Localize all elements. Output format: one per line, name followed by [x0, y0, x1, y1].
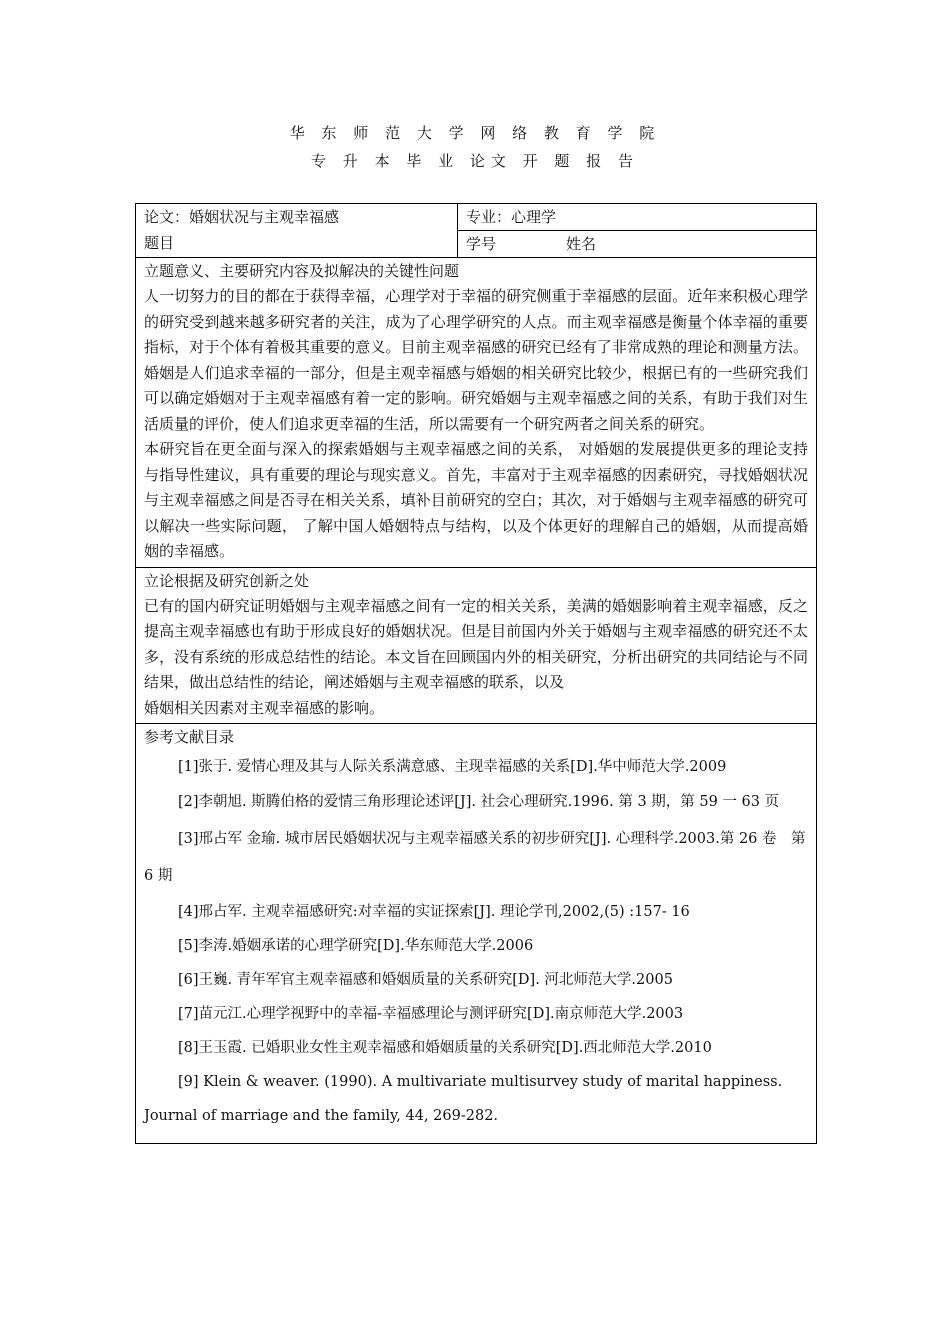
reference-item: [9] Klein & weaver. (1990). A multivariate multisurvey study of marital happiness. Journal of marriage and the family, 44, 269-282. [144, 1074, 783, 1124]
major-value: 心理学 [511, 208, 557, 226]
institution-title: 华 东 师 范 大 学 网 络 教 育 学 院 [289, 124, 661, 142]
student-id-label: 学号 [466, 235, 497, 253]
section-basis [136, 567, 817, 724]
reference-item: [7]苗元江.心理学视野中的幸福-幸福感理论与测评研究[D].南京师范大学.2003 [178, 1006, 684, 1022]
thesis-title-label-2: 题目 [144, 234, 175, 252]
major-cell [458, 204, 817, 231]
report-title: 专 升 本 毕 业 论文 开 题 报 告 [311, 152, 639, 170]
student-id-cell [458, 231, 817, 258]
major-label: 专业： [466, 208, 512, 226]
paragraph: 本研究旨在更全面与深入的探索婚姻与主观幸福感之间的关系， 对婚姻的发展提供更多的理论支持与指导性建议，具有重要的理论与现实意义。首先，丰富对于主观幸福感的因素研究，寻找婚姻状况与主观幸福感之间是否寻在相关关系，填补目前研究的空白；其次，对于婚姻与主观幸福感的研究可以解决一些实际问题， 了解中国人婚姻特点与结构，以及个体更好的理解自己的婚姻，从而提高婚姻的幸福感。 [144, 440, 808, 560]
reference-item: [2]李朝旭. 斯腾伯格的爱情三角形理论述评[J]. 社会心理研究.1996. 第 3 期，第 59 一 63 页 [178, 794, 780, 810]
reference-item: [1]张于. 爱情心理及其与人际关系满意感、主现幸福感的关系[D].华中师范大学.2009 [178, 759, 727, 775]
thesis-title: 婚姻状况与主观幸福感 [189, 208, 340, 226]
proposal-form-table [135, 203, 817, 1144]
section-heading: 参考文献目录 [144, 728, 235, 746]
reference-item: [4]邢占军. 主观幸福感研究:对幸福的实证探索[J]. 理论学刊,2002,(5) :157- 16 [178, 904, 690, 920]
paragraph: 已有的国内研究证明婚姻与主观幸福感之间有一定的相关关系，美满的婚姻影响着主观幸福感，反之提高主观幸福感也有助于形成良好的婚姻状况。但是目前国内外关于婚姻与主观幸福感的研究还不太多，没有系统的形成总结性的结论。本文旨在回顾国内外的相关研究，分析出研究的共同结论与不同结果，做出总结性的结论，阐述婚姻与主观幸福感的联系，以及 [144, 596, 808, 691]
paragraph: 婚姻相关因素对主观幸福感的影响。 [144, 698, 385, 717]
reference-item: [5]李涛.婚姻承诺的心理学研究[D].华东师范大学.2006 [178, 938, 534, 954]
thesis-title-cell [136, 204, 458, 258]
reference-item: [3]邢占军 金瑜. 城市居民婚姻状况与主观幸福感关系的初步研究[J]. 心理科学.2003.第 26 卷 第 6 期 [144, 831, 806, 884]
reference-item: [6]王巍. 青年军官主观幸福感和婚姻质量的关系研究[D]. 河北师范大学.2005 [178, 972, 673, 988]
paragraph: 人一切努力的目的都在于获得幸福，心理学对于幸福的研究侧重于幸福感的层面。近年来积极心理学的研究受到越来越多研究者的关注，成为了心理学研究的人点。而主观幸福感是衡量个体幸福的重要指标，对于个体有着极其重要的意义。目前主观幸福感的研究已经有了非常成熟的理论和测量方法。婚姻是人们追求幸福的一部分，但是主观幸福感与婚姻的相关研究比较少，根据已有的一些研究我们可以确定婚姻对于主观幸福感有着一定的影响。研究婚姻与主观幸福感之间的关系，有助于我们对生活质量的评价，使人们追求更幸福的生活，所以需要有一个研究两者之间关系的研究。 [144, 287, 808, 433]
section-references [136, 724, 817, 1144]
thesis-label: 论文： [144, 208, 190, 226]
section-significance [136, 258, 817, 568]
name-label: 姓名 [566, 235, 597, 253]
section-heading: 立论根据及研究创新之处 [144, 571, 310, 590]
reference-item: [8]王玉霞. 已婚职业女性主观幸福感和婚姻质量的关系研究[D].西北师范大学.2010 [178, 1040, 712, 1056]
section-heading: 立题意义、主要研究内容及拟解决的关键性问题 [144, 262, 460, 280]
